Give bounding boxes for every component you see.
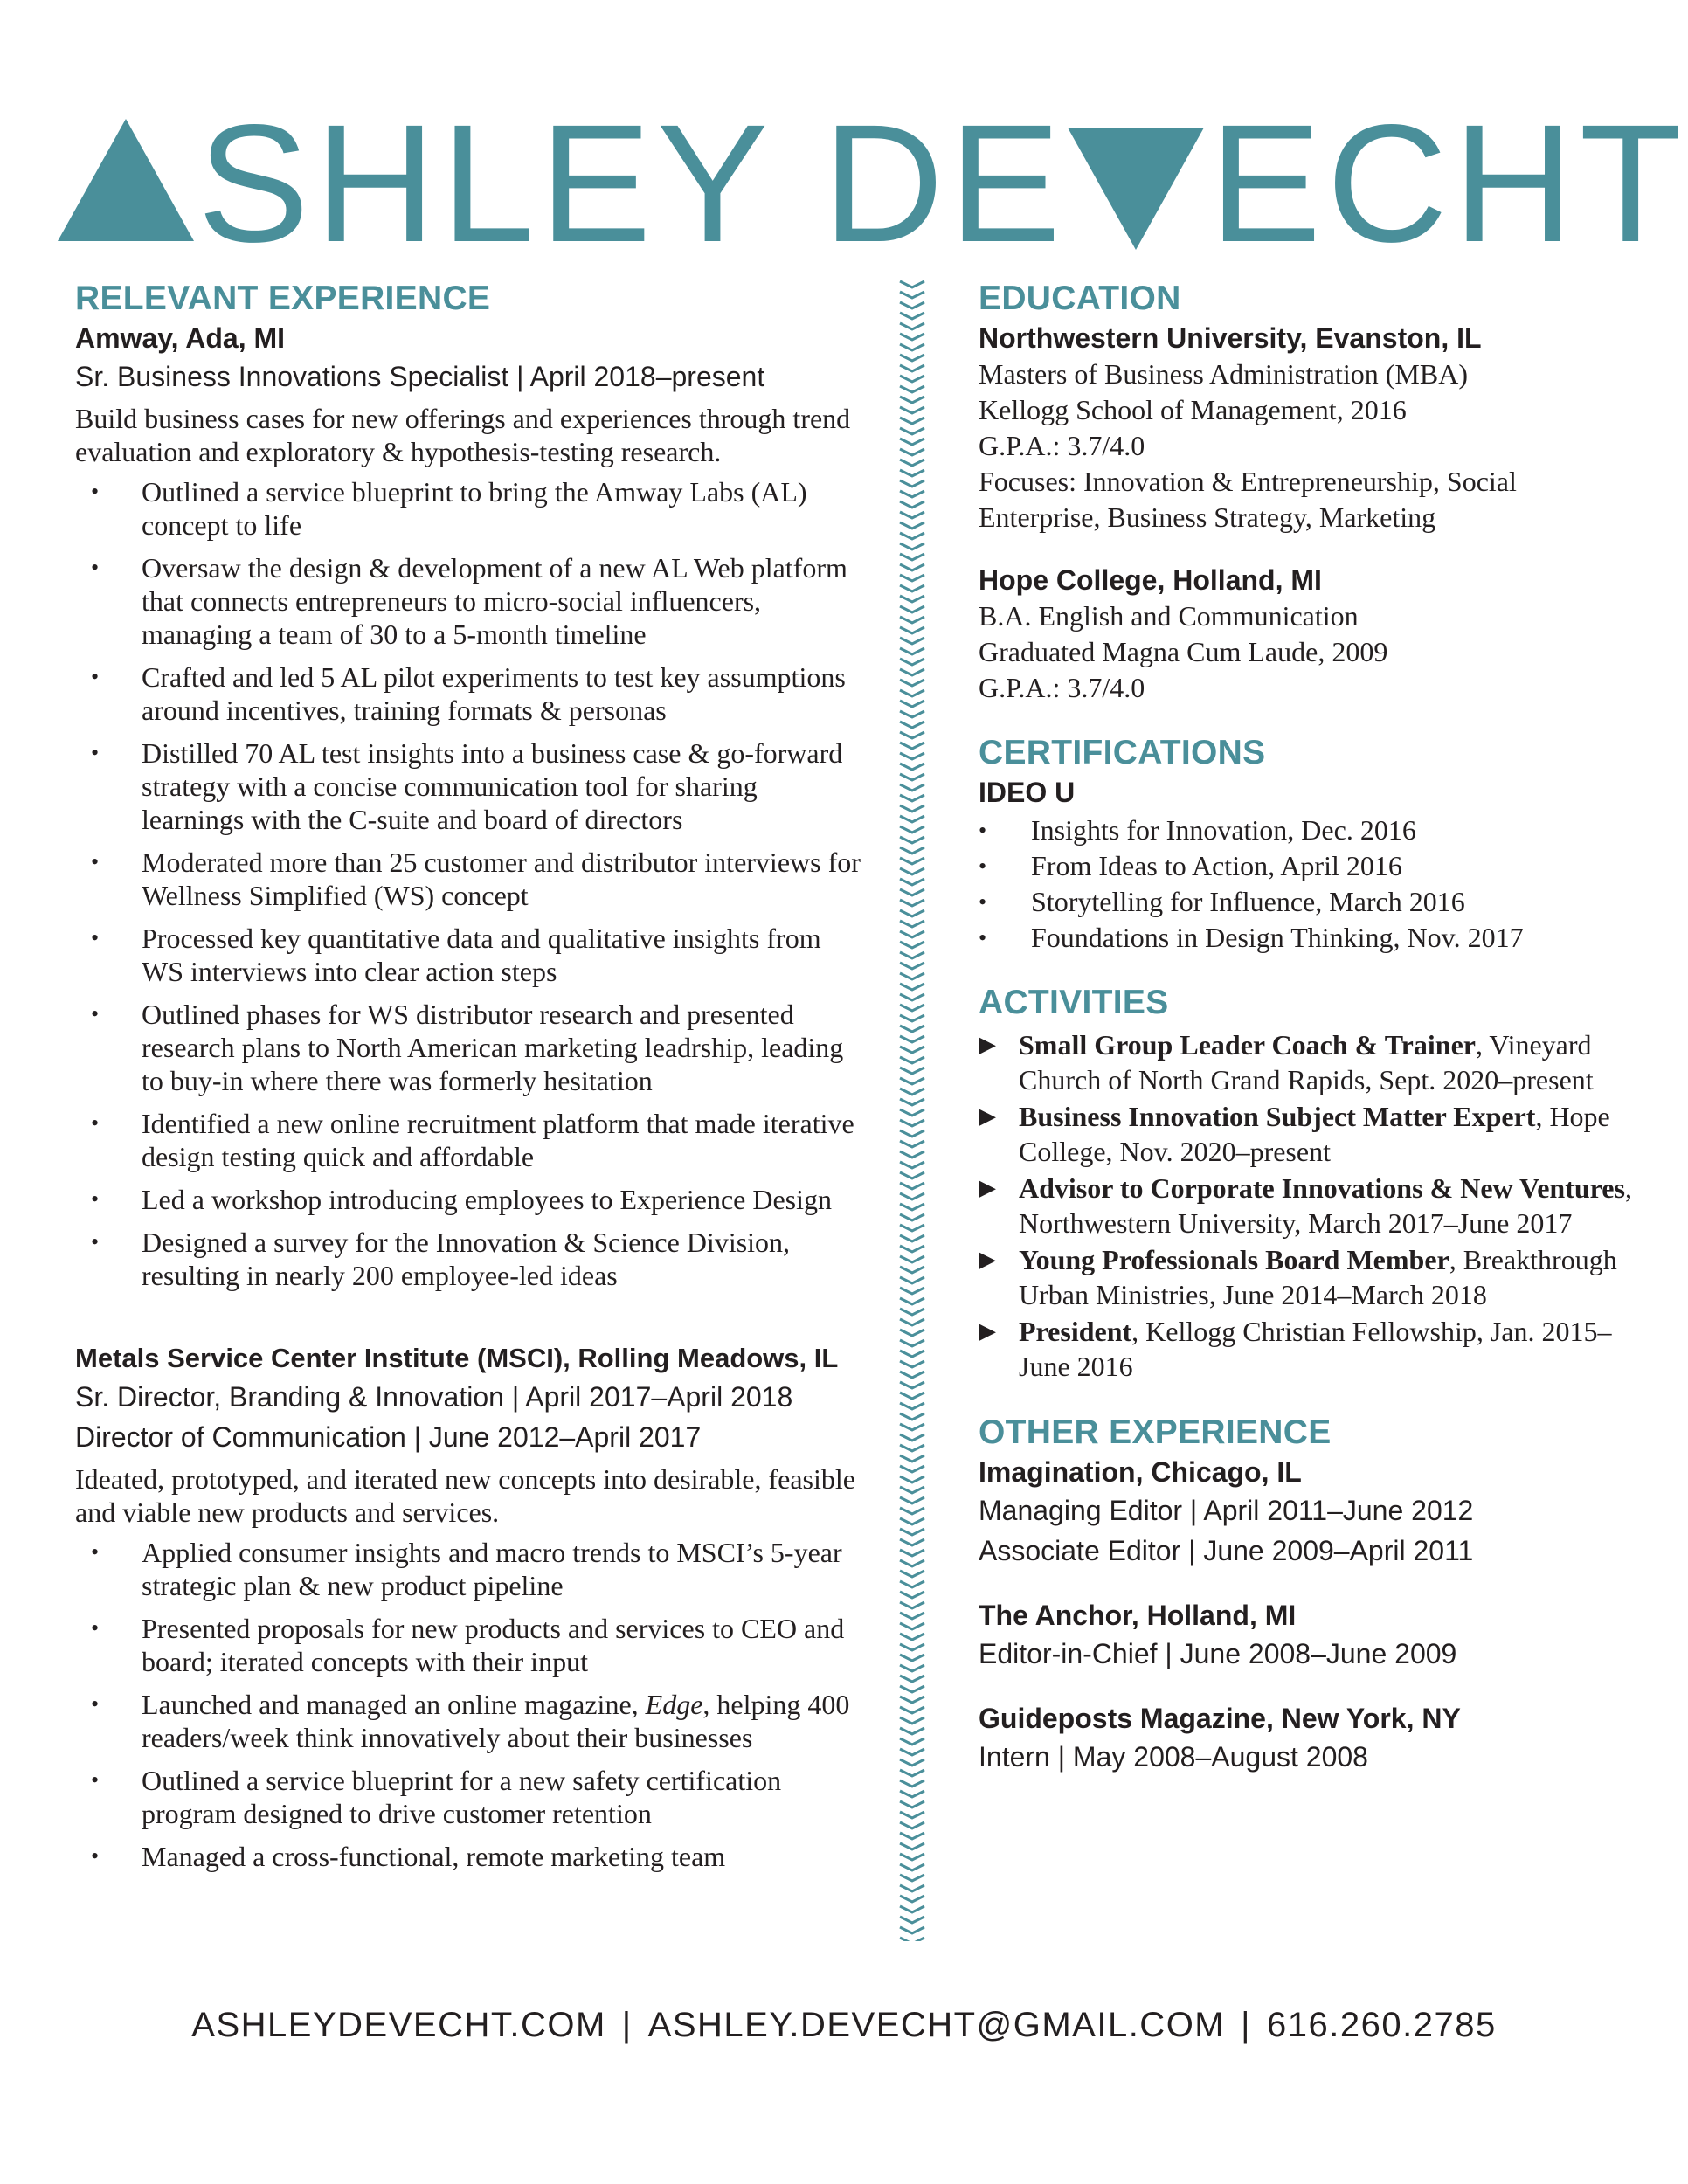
school-name: Northwestern University, Evanston, IL [979,322,1482,354]
section-title-other-experience: OTHER EXPERIENCE [979,1413,1332,1451]
cert-list [979,812,1643,956]
list-item: • Led a workshop introducing employees to Experience Design [91,1184,832,1215]
job-role: Intern | May 2008–August 2008 [979,1741,1368,1773]
right-column [979,278,1643,1777]
play-arrow-icon: ▶ [979,1247,996,1272]
list-item: • Launched and managed an online magazine, Edge, helping 400 readers/week think innovatively about their businesses [91,1689,850,1753]
list-item: • From Ideas to Action, April 2016 [979,850,1402,881]
education-line: Focuses: Innovation & Entrepreneurship, Social Enterprise, Business Strategy, Marketing [979,466,1517,533]
job-org: The Anchor, Holland, MI [979,1600,1297,1631]
job-role: Editor-in-Chief | June 2008–June 2009 [979,1638,1457,1669]
education-details [979,598,1643,706]
list-item: • Outlined a service blueprint for a new safety certification program designed to drive customer retention [91,1765,782,1829]
list-item: • Presented proposals for new products and services to CEO and board; iterated concepts with their input [91,1613,845,1677]
job-role: Associate Editor | June 2009–April 2011 [979,1535,1474,1566]
section-title-certifications: CERTIFICATIONS [979,734,1266,771]
website-link[interactable]: ASHLEYDEVECHT.COM [191,2006,606,2044]
section-title-education: EDUCATION [979,280,1181,317]
job-role: Sr. Business Innovations Specialist | April 2018–present [75,361,765,392]
list-item: ▶ Small Group Leader Coach & Trainer, Vineyard Church of North Grand Rapids, Sept. 2020–present [979,1029,1594,1095]
job-org: Guideposts Magazine, New York, NY [979,1703,1461,1734]
list-item: • Outlined phases for WS distributor research and presented research plans to North American marketing leadrship, leading to buy-in where there was formerly hesitation [91,999,844,1096]
list-item: • Foundations in Design Thinking, Nov. 2017 [979,922,1524,953]
section-title-activities: ACTIVITIES [979,984,1169,1021]
contact-footer [0,2006,1688,2045]
separator: | [621,2006,633,2044]
job-role: Director of Communication | June 2012–April 2017 [75,1421,702,1453]
list-item: • Insights for Innovation, Dec. 2016 [979,814,1416,846]
list-item: • Moderated more than 25 customer and distributor interviews for Wellness Simplified (WS) concept [91,847,861,911]
job-bullets [75,475,861,1292]
activities-list [979,1027,1643,1384]
job-org: Imagination, Chicago, IL [979,1456,1302,1488]
list-item: ▶ Young Professionals Board Member, Breakthrough Urban Ministries, June 2014–March 2018 [979,1244,1617,1310]
job-org: Metals Service Center Institute (MSCI), Rolling Meadows, IL [75,1343,839,1373]
job-summary: Build business cases for new offerings and experiences through trend evaluation and exploratory & hypothesis-testing research. [75,403,851,467]
job-role: Sr. Director, Branding & Innovation | April 2017–April 2018 [75,1381,793,1413]
play-arrow-icon: ▶ [979,1318,996,1344]
phone-number[interactable]: 616.260.2785 [1267,2006,1497,2044]
triangle-down-icon [1068,128,1204,250]
job-bullets [75,1536,861,1873]
list-item: ▶ Advisor to Corporate Innovations & New Ventures, Northwestern University, March 2017–June 2017 [979,1172,1632,1239]
education-line: Kellogg School of Management, 2016 [979,394,1407,425]
name-text-part1: SHLEY DE [197,89,1067,277]
education-line: Masters of Business Administration (MBA) [979,358,1468,390]
play-arrow-icon: ▶ [979,1175,996,1200]
email-link[interactable]: ASHLEY.DEVECHT@GMAIL.COM [647,2006,1226,2044]
list-item: • Designed a survey for the Innovation & Science Division, resulting in nearly 200 employee-led ideas [91,1227,791,1291]
list-item: • Managed a cross-functional, remote marketing team [91,1841,726,1872]
list-item: • Oversaw the design & development of a new AL Web platform that connects entrepreneurs to micro-social influencers, managing a team of 30 to a 5-month timeline [91,552,847,650]
list-item: • Storytelling for Influence, March 2016 [979,886,1465,917]
play-arrow-icon: ▶ [979,1103,996,1129]
education-line: B.A. English and Communication [979,600,1359,632]
education-details [979,356,1643,536]
list-item: • Processed key quantitative data and qualitative insights from WS interviews into clear action steps [91,923,821,987]
section-title-experience: RELEVANT EXPERIENCE [75,280,491,317]
triangle-up-icon [58,119,194,241]
education-line: Graduated Magna Cum Laude, 2009 [979,636,1388,667]
job-summary: Ideated, prototyped, and iterated new concepts into desirable, feasible and viable new products and services. [75,1463,855,1528]
left-column [75,278,861,1883]
job-role: Managing Editor | April 2011–June 2012 [979,1495,1474,1526]
list-item: • Distilled 70 AL test insights into a business case & go-forward strategy with a concise communication tool for sharing learnings with the C-suite and board of directors [91,737,843,835]
list-item: ▶ President, Kellogg Christian Fellowship, Jan. 2015–June 2016 [979,1316,1612,1382]
list-item: • Identified a new online recruitment platform that made iterative design testing quick and affordable [91,1108,854,1172]
name-text-part2: ECHT [1209,89,1687,277]
separator: | [1241,2006,1252,2044]
list-item: • Crafted and led 5 AL pilot experiments to test key assumptions around incentives, training formats & personas [91,661,846,726]
school-name: Hope College, Holland, MI [979,564,1322,596]
list-item: ▶ Business Innovation Subject Matter Expert, Hope College, Nov. 2020–present [979,1101,1610,1167]
education-line: G.P.A.: 3.7/4.0 [979,430,1145,461]
play-arrow-icon: ▶ [979,1032,996,1057]
chevron-divider [895,280,930,1941]
list-item: • Applied consumer insights and macro trends to MSCI’s 5-year strategic plan & new product pipeline [91,1537,842,1601]
education-line: G.P.A.: 3.7/4.0 [979,672,1145,703]
cert-org: IDEO U [979,777,1076,808]
job-org: Amway, Ada, MI [75,322,286,354]
resume-name-header [58,89,1687,277]
list-item: • Outlined a service blueprint to bring the Amway Labs (AL) concept to life [91,476,807,541]
